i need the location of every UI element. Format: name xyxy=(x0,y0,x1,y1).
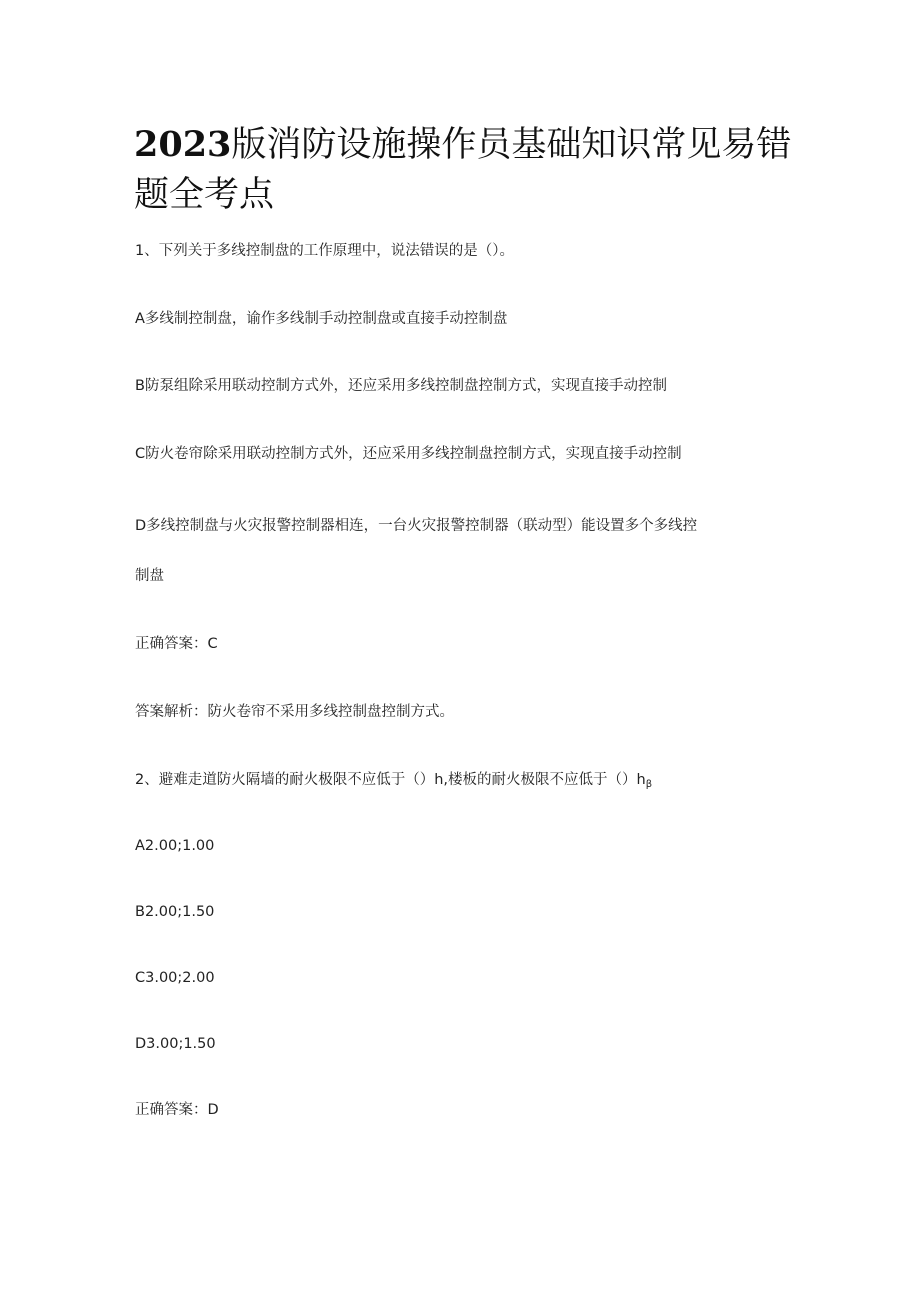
title-text: 版消防设施操作员基础知识常见易错题全考点 xyxy=(134,125,792,215)
question-1-option-a: A多线制控制盘，谕作多线制手动控制盘或直接手动控制盘 xyxy=(135,311,508,327)
question-2-option-c: C3.00;2.00 xyxy=(135,970,215,986)
question-1-option-d: D多线控制盘与火灾报警控制器相连，一台火灾报警控制器（联动型）能设置多个多线控 xyxy=(135,518,698,534)
question-1-option-b: B防泵组除采用联动控制方式外，还应采用多线控制盘控制方式，实现直接手动控制 xyxy=(135,378,667,394)
question-2-option-b: B2.00;1.50 xyxy=(135,904,215,920)
question-1-answer: 正确答案：C xyxy=(135,636,218,652)
question-1-option-c: C防火卷帘除采用联动控制方式外，还应采用多线控制盘控制方式，实现直接手动控制 xyxy=(135,446,682,462)
question-2-option-a: A2.00;1.00 xyxy=(135,838,215,854)
question-2-stem-text: 2、避难走道防火隔墙的耐火极限不应低于（）h,楼板的耐火极限不应低于（）h xyxy=(135,772,646,788)
document-title xyxy=(134,120,794,220)
question-2-stem xyxy=(135,770,652,795)
question-2-answer: 正确答案：D xyxy=(135,1102,219,1118)
question-1-option-d-continued: 制盘 xyxy=(135,568,164,584)
title-year: 2023 xyxy=(134,124,232,165)
question-2-option-d: D3.00;1.50 xyxy=(135,1036,216,1052)
question-1-explanation: 答案解析：防火卷帘不采用多线控制盘控制方式。 xyxy=(135,704,454,720)
question-2-stem-subscript: β xyxy=(645,779,653,790)
question-1-stem: 1、下列关于多线控制盘的工作原理中，说法错误的是（）。 xyxy=(135,243,514,259)
